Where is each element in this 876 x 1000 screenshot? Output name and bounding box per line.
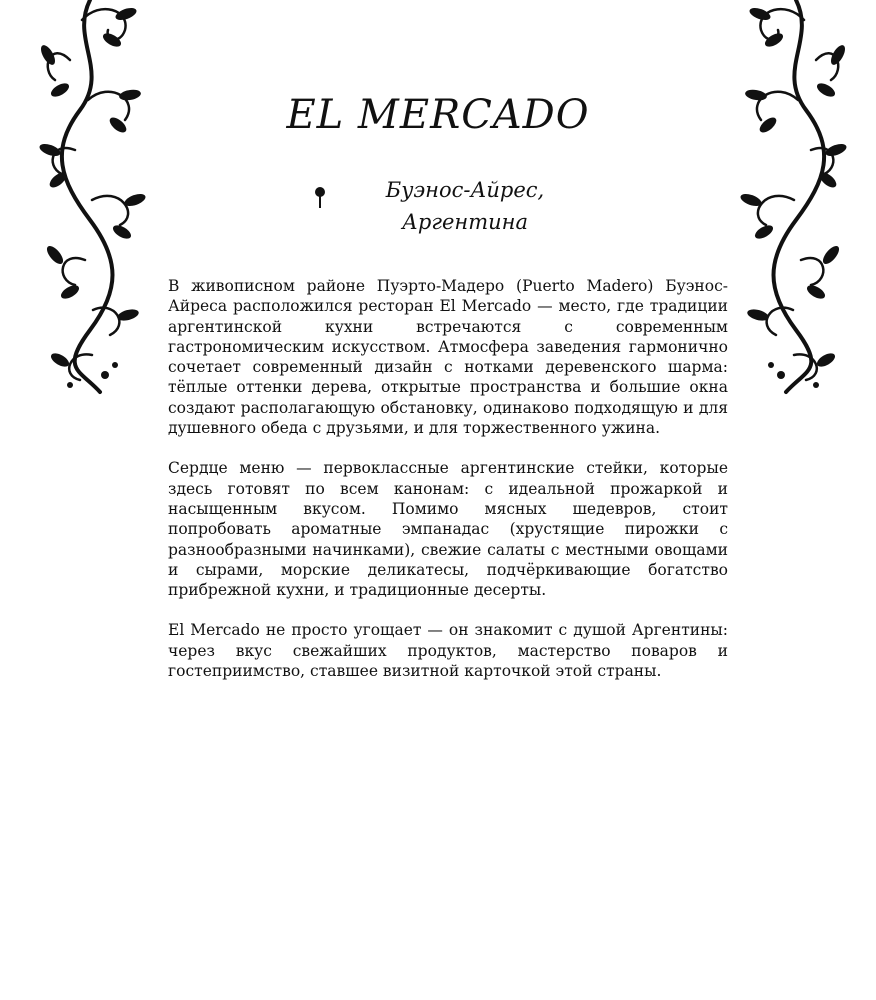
floral-vine-left-icon [30, 0, 160, 395]
location-city: Буэнос-Айрес, [385, 178, 545, 202]
page-title: EL MERCADO [286, 92, 590, 138]
location-country: Аргентина [401, 210, 528, 234]
paragraph-intro: В живописном районе Пуэрто-Мадеро (Puerto Madero) Буэнос-Айреса расположился ресторан El Mercado — место, где традиции аргентинской кухни встречаются с современным гастрономическим искусством. Атмосфера заведения гармонично сочетает современный дизайн с нотками деревенского шарма: тёплые оттенки дерева, открытые пространства и большие окна создают располагающую обстановку, одинаково подходящую и для душевного обеда с друзьями, и для торжественного ужина. [168, 277, 728, 438]
article-body [168, 276, 728, 701]
location-block [300, 172, 580, 242]
paragraph-closing: El Mercado не просто угощает — он знакомит с душой Аргентины: через вкус свежайших продуктов, мастерство поваров и гостеприимство, ставшее визитной карточкой этой страны. [168, 621, 728, 681]
location-text [370, 174, 560, 238]
floral-vine-right-icon [726, 0, 856, 395]
map-pin-icon [314, 186, 326, 208]
paragraph-menu: Сердце меню — первоклассные аргентинские стейки, которые здесь готовят по всем канонам: с идеальной прожаркой и насыщенным вкусом. Помимо мясных шедевров, стоит попробовать ароматные эмпанадас (хрустящие пирожки с разнообразными начинками), свежие салаты с местными овощами и сырами, морские деликатесы, подчёркивающие богатство прибрежной кухни, и традиционные десерты. [168, 459, 728, 600]
